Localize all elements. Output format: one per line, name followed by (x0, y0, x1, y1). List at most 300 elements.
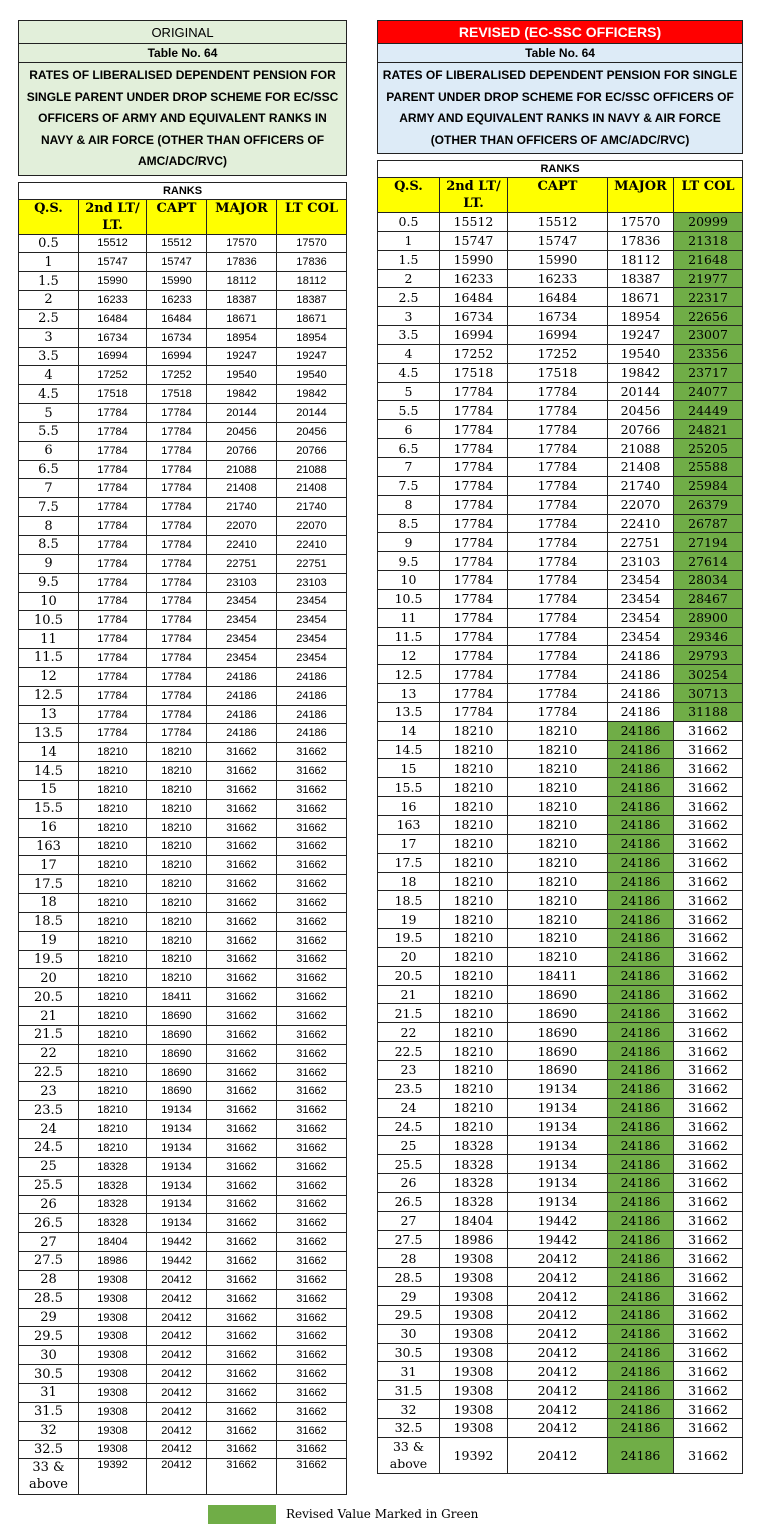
table-row (378, 1419, 743, 1438)
qs-cell: 15 (378, 759, 440, 778)
second-lt-cell: 19308 (79, 1346, 147, 1365)
qs-cell: 163 (378, 816, 440, 835)
capt-cell: 18210 (147, 799, 207, 818)
qs-cell: 29 (378, 1287, 440, 1306)
qs-cell: 20.5 (378, 966, 440, 985)
second-lt-cell: 18328 (440, 1136, 508, 1155)
table-row (378, 702, 743, 721)
major-cell: 31662 (207, 1252, 277, 1271)
lt-col-cell: 19842 (277, 385, 347, 404)
major-cell: 24186 (207, 724, 277, 743)
table-row (378, 571, 743, 590)
second-lt-cell: 16233 (79, 291, 147, 310)
table-row (19, 1346, 347, 1365)
second-lt-cell: 19308 (79, 1327, 147, 1346)
major-cell: 24186 (608, 947, 674, 966)
major-cell: 31662 (207, 1214, 277, 1233)
major-cell: 31662 (207, 1157, 277, 1176)
table-row (19, 536, 347, 555)
capt-cell: 17784 (147, 686, 207, 705)
revised-table-panel (377, 20, 742, 1474)
major-cell: 31662 (207, 1120, 277, 1139)
col-header-2nd-lt: 2nd LT/ LT. (440, 178, 508, 213)
major-cell: 31662 (207, 762, 277, 781)
major-cell: 24186 (207, 686, 277, 705)
lt-col-cell: 31662 (674, 1023, 743, 1042)
qs-cell: 21 (19, 1007, 79, 1026)
second-lt-cell: 17784 (79, 441, 147, 460)
major-cell: 22751 (608, 533, 674, 552)
lt-col-cell: 22070 (277, 517, 347, 536)
major-cell: 24186 (608, 721, 674, 740)
table-row (19, 912, 347, 931)
qs-cell: 27.5 (378, 1230, 440, 1249)
qs-cell: 8 (19, 517, 79, 536)
col-header-capt: CAPT (508, 178, 608, 213)
qs-cell: 32.5 (19, 1440, 79, 1459)
qs-cell: 2.5 (19, 309, 79, 328)
capt-cell: 15747 (508, 231, 608, 250)
second-lt-cell: 18404 (79, 1233, 147, 1252)
qs-cell: 19 (378, 910, 440, 929)
capt-cell: 17518 (147, 385, 207, 404)
qs-cell: 29.5 (19, 1327, 79, 1346)
major-cell: 21408 (608, 457, 674, 476)
major-cell: 31662 (207, 1289, 277, 1308)
second-lt-cell: 16994 (79, 347, 147, 366)
second-lt-cell: 18210 (440, 816, 508, 835)
table-row (19, 1402, 347, 1421)
table-row (378, 947, 743, 966)
second-lt-cell: 17784 (440, 702, 508, 721)
capt-cell: 19134 (147, 1214, 207, 1233)
capt-cell: 19134 (508, 1079, 608, 1098)
second-lt-cell: 17784 (440, 571, 508, 590)
second-lt-cell: 18210 (440, 1060, 508, 1079)
capt-cell: 17784 (508, 420, 608, 439)
table-row (378, 231, 743, 250)
qs-cell: 28.5 (378, 1268, 440, 1287)
major-cell: 31662 (207, 1025, 277, 1044)
lt-col-cell: 31662 (674, 853, 743, 872)
lt-col-cell: 21408 (277, 479, 347, 498)
table-row (19, 366, 347, 385)
capt-cell: 20412 (147, 1270, 207, 1289)
major-cell: 24186 (608, 759, 674, 778)
qs-cell: 4.5 (378, 363, 440, 382)
lt-col-cell: 21740 (277, 498, 347, 517)
capt-cell: 18210 (147, 931, 207, 950)
table-row (378, 1136, 743, 1155)
capt-cell: 20412 (508, 1437, 608, 1473)
qs-cell: 12 (19, 667, 79, 686)
second-lt-cell: 18328 (440, 1174, 508, 1193)
qs-cell: 5.5 (19, 422, 79, 441)
qs-cell: 9.5 (378, 552, 440, 571)
lt-col-cell: 21088 (277, 460, 347, 479)
capt-cell: 18210 (147, 969, 207, 988)
table-row (19, 234, 347, 253)
qs-cell: 11.5 (19, 649, 79, 668)
capt-cell: 17784 (147, 554, 207, 573)
major-cell: 31662 (207, 1044, 277, 1063)
table-row (19, 517, 347, 536)
second-lt-cell: 18328 (440, 1155, 508, 1174)
lt-col-cell: 31662 (277, 1270, 347, 1289)
capt-cell: 19134 (508, 1155, 608, 1174)
table-row (19, 950, 347, 969)
lt-col-cell: 31662 (674, 910, 743, 929)
second-lt-cell: 15512 (79, 234, 147, 253)
second-lt-cell: 18210 (79, 743, 147, 762)
qs-cell: 5 (19, 404, 79, 423)
table-row (19, 667, 347, 686)
qs-cell: 21.5 (378, 1004, 440, 1023)
major-cell: 31662 (207, 1308, 277, 1327)
major-cell: 31662 (207, 1421, 277, 1440)
capt-cell: 18210 (508, 853, 608, 872)
qs-cell: 13.5 (378, 702, 440, 721)
capt-cell: 17784 (508, 382, 608, 401)
second-lt-cell: 18210 (79, 818, 147, 837)
qs-cell: 12.5 (378, 665, 440, 684)
second-lt-cell: 18210 (79, 969, 147, 988)
table-row (19, 743, 347, 762)
lt-col-cell: 31662 (674, 759, 743, 778)
major-cell: 24186 (608, 740, 674, 759)
lt-col-cell: 31662 (277, 1139, 347, 1158)
qs-cell: 22 (19, 1044, 79, 1063)
lt-col-cell: 31662 (277, 1007, 347, 1026)
major-cell: 24186 (608, 1362, 674, 1381)
lt-col-cell: 23717 (674, 363, 743, 382)
qs-cell: 33 & above (378, 1437, 440, 1473)
lt-col-cell: 25588 (674, 457, 743, 476)
qs-cell: 1 (19, 253, 79, 272)
table-row (19, 1459, 347, 1495)
lt-col-cell: 31662 (674, 966, 743, 985)
qs-cell: 29 (19, 1308, 79, 1327)
lt-col-cell: 23356 (674, 344, 743, 363)
major-cell: 24186 (608, 1060, 674, 1079)
capt-cell: 18210 (508, 872, 608, 891)
second-lt-cell: 15747 (440, 231, 508, 250)
table-row (378, 1305, 743, 1324)
capt-cell: 19134 (508, 1136, 608, 1155)
capt-cell: 19134 (147, 1139, 207, 1158)
second-lt-cell: 18210 (79, 1044, 147, 1063)
qs-cell: 16 (378, 797, 440, 816)
table-row (19, 630, 347, 649)
second-lt-cell: 18210 (440, 1079, 508, 1098)
table-row (378, 589, 743, 608)
capt-cell: 17784 (508, 533, 608, 552)
major-cell: 19247 (608, 326, 674, 345)
lt-col-cell: 31662 (674, 1362, 743, 1381)
qs-cell: 13.5 (19, 724, 79, 743)
lt-col-cell: 19540 (277, 366, 347, 385)
table-row (19, 762, 347, 781)
lt-col-cell: 18387 (277, 291, 347, 310)
capt-cell: 17784 (147, 498, 207, 517)
qs-cell: 30.5 (378, 1343, 440, 1362)
second-lt-cell: 18210 (79, 1063, 147, 1082)
lt-col-cell: 23007 (674, 326, 743, 345)
capt-cell: 17784 (147, 441, 207, 460)
lt-col-cell: 31662 (277, 1402, 347, 1421)
table-row (378, 1362, 743, 1381)
major-cell: 18954 (608, 307, 674, 326)
lt-col-cell: 31662 (277, 912, 347, 931)
table-row (19, 385, 347, 404)
qs-cell: 25.5 (19, 1176, 79, 1195)
major-cell: 20456 (207, 422, 277, 441)
second-lt-cell: 18210 (79, 799, 147, 818)
table-row (378, 665, 743, 684)
second-lt-cell: 17784 (440, 382, 508, 401)
second-lt-cell: 17784 (440, 684, 508, 703)
qs-cell: 4 (19, 366, 79, 385)
table-row (378, 420, 743, 439)
second-lt-cell: 16994 (440, 326, 508, 345)
capt-cell: 17784 (147, 573, 207, 592)
capt-cell: 16484 (147, 309, 207, 328)
qs-cell: 26.5 (19, 1214, 79, 1233)
capt-cell: 17784 (508, 684, 608, 703)
major-cell: 31662 (207, 780, 277, 799)
lt-col-cell: 20456 (277, 422, 347, 441)
table-row (19, 328, 347, 347)
lt-col-cell: 31662 (674, 947, 743, 966)
second-lt-cell: 17784 (440, 646, 508, 665)
capt-cell: 17784 (147, 611, 207, 630)
lt-col-cell: 23454 (277, 611, 347, 630)
table-row (378, 834, 743, 853)
lt-col-cell: 31662 (674, 1419, 743, 1438)
qs-cell: 9 (19, 554, 79, 573)
second-lt-cell: 18210 (440, 797, 508, 816)
qs-cell: 14 (19, 743, 79, 762)
second-lt-cell: 17784 (79, 705, 147, 724)
table-row (19, 1308, 347, 1327)
major-cell: 24186 (608, 1419, 674, 1438)
major-cell: 24186 (608, 1343, 674, 1362)
legend (208, 1504, 478, 1524)
major-cell: 31662 (207, 1007, 277, 1026)
qs-cell: 28.5 (19, 1289, 79, 1308)
major-cell: 24186 (608, 1249, 674, 1268)
major-cell: 24186 (608, 1174, 674, 1193)
major-cell: 22070 (207, 517, 277, 536)
capt-cell: 16734 (147, 328, 207, 347)
table-row (19, 1289, 347, 1308)
lt-col-cell: 26787 (674, 514, 743, 533)
major-cell: 23454 (207, 649, 277, 668)
major-cell: 24186 (608, 985, 674, 1004)
lt-col-cell: 28467 (674, 589, 743, 608)
lt-col-cell: 27614 (674, 552, 743, 571)
qs-cell: 18.5 (378, 891, 440, 910)
qs-cell: 14 (378, 721, 440, 740)
qs-cell: 23 (378, 1060, 440, 1079)
lt-col-cell: 31662 (674, 1211, 743, 1230)
capt-cell: 18210 (147, 818, 207, 837)
capt-cell: 19134 (508, 1192, 608, 1211)
capt-cell: 18690 (147, 1044, 207, 1063)
major-cell: 18387 (608, 269, 674, 288)
second-lt-cell: 18210 (79, 894, 147, 913)
qs-cell: 15.5 (19, 799, 79, 818)
second-lt-cell: 17784 (79, 404, 147, 423)
table-row (19, 460, 347, 479)
lt-col-cell: 24186 (277, 724, 347, 743)
major-cell: 17570 (207, 234, 277, 253)
table-row (378, 1287, 743, 1306)
second-lt-cell: 19308 (440, 1268, 508, 1287)
second-lt-cell: 19308 (79, 1270, 147, 1289)
second-lt-cell: 17784 (79, 649, 147, 668)
qs-cell: 32 (378, 1400, 440, 1419)
table-row (378, 740, 743, 759)
lt-col-cell: 23454 (277, 592, 347, 611)
qs-cell: 5 (378, 382, 440, 401)
table-row (378, 344, 743, 363)
capt-cell: 20412 (147, 1289, 207, 1308)
lt-col-cell: 28034 (674, 571, 743, 590)
second-lt-cell: 15512 (440, 213, 508, 232)
major-cell: 31662 (207, 950, 277, 969)
second-lt-cell: 19308 (440, 1343, 508, 1362)
qs-cell: 8.5 (378, 514, 440, 533)
capt-cell: 17784 (147, 592, 207, 611)
second-lt-cell: 19308 (79, 1289, 147, 1308)
revised-header: REVISED (EC-SSC OFFICERS) (378, 21, 743, 44)
lt-col-cell: 29346 (674, 627, 743, 646)
major-cell: 31662 (207, 1101, 277, 1120)
lt-col-cell: 31662 (277, 1082, 347, 1101)
second-lt-cell: 19308 (440, 1419, 508, 1438)
second-lt-cell: 17784 (440, 476, 508, 495)
capt-cell: 18690 (147, 1025, 207, 1044)
table-row (19, 1233, 347, 1252)
major-cell: 20766 (207, 441, 277, 460)
second-lt-cell: 17784 (440, 495, 508, 514)
qs-cell: 8.5 (19, 536, 79, 555)
lt-col-cell: 31662 (277, 1157, 347, 1176)
major-cell: 31662 (207, 988, 277, 1007)
capt-cell: 18411 (147, 988, 207, 1007)
major-cell: 31662 (207, 1459, 277, 1495)
second-lt-cell: 19308 (440, 1287, 508, 1306)
lt-col-cell: 31662 (674, 1004, 743, 1023)
second-lt-cell: 19308 (440, 1324, 508, 1343)
capt-cell: 19134 (147, 1101, 207, 1120)
table-row (378, 1268, 743, 1287)
qs-cell: 13 (378, 684, 440, 703)
table-row (378, 382, 743, 401)
lt-col-cell: 31662 (674, 872, 743, 891)
major-cell: 24186 (608, 646, 674, 665)
major-cell: 18112 (207, 272, 277, 291)
table-row (19, 573, 347, 592)
major-cell: 24186 (608, 1230, 674, 1249)
second-lt-cell: 17784 (79, 536, 147, 555)
major-cell: 20144 (207, 404, 277, 423)
second-lt-cell: 17252 (79, 366, 147, 385)
qs-cell: 20.5 (19, 988, 79, 1007)
qs-cell: 11.5 (378, 627, 440, 646)
second-lt-cell: 17518 (79, 385, 147, 404)
qs-cell: 19.5 (378, 929, 440, 948)
second-lt-cell: 17784 (440, 589, 508, 608)
table-row (378, 1023, 743, 1042)
major-cell: 20456 (608, 401, 674, 420)
qs-cell: 9 (378, 533, 440, 552)
table-row (19, 1421, 347, 1440)
qs-cell: 24.5 (19, 1139, 79, 1158)
major-cell: 31662 (207, 1139, 277, 1158)
major-cell: 19842 (608, 363, 674, 382)
major-cell: 24186 (207, 705, 277, 724)
second-lt-cell: 18210 (79, 1139, 147, 1158)
qs-cell: 27.5 (19, 1252, 79, 1271)
major-cell: 31662 (207, 1327, 277, 1346)
capt-cell: 18210 (508, 759, 608, 778)
capt-cell: 16484 (508, 288, 608, 307)
capt-cell: 17518 (508, 363, 608, 382)
table-row (19, 649, 347, 668)
capt-cell: 18210 (147, 875, 207, 894)
qs-cell: 11 (19, 630, 79, 649)
table-row (378, 1324, 743, 1343)
second-lt-cell: 17784 (440, 665, 508, 684)
qs-cell: 10.5 (19, 611, 79, 630)
lt-col-cell: 24186 (277, 686, 347, 705)
table-row (378, 457, 743, 476)
second-lt-cell: 19308 (79, 1365, 147, 1384)
major-cell: 31662 (207, 1402, 277, 1421)
capt-cell: 19134 (147, 1176, 207, 1195)
capt-cell: 17784 (508, 495, 608, 514)
table-row (378, 721, 743, 740)
table-row (19, 309, 347, 328)
qs-cell: 16 (19, 818, 79, 837)
lt-col-cell: 21318 (674, 231, 743, 250)
capt-cell: 20412 (147, 1440, 207, 1459)
second-lt-cell: 17784 (79, 517, 147, 536)
second-lt-cell: 17784 (79, 498, 147, 517)
table-row (19, 1440, 347, 1459)
table-row (378, 1192, 743, 1211)
second-lt-cell: 18986 (79, 1252, 147, 1271)
qs-cell: 4.5 (19, 385, 79, 404)
capt-cell: 17252 (508, 344, 608, 363)
table-row (19, 554, 347, 573)
capt-cell: 20412 (508, 1343, 608, 1362)
table-row (378, 1400, 743, 1419)
capt-cell: 17784 (508, 571, 608, 590)
lt-col-cell: 22656 (674, 307, 743, 326)
lt-col-cell: 24077 (674, 382, 743, 401)
table-row (378, 778, 743, 797)
second-lt-cell: 17784 (79, 479, 147, 498)
qs-cell: 15.5 (378, 778, 440, 797)
lt-col-cell: 31662 (674, 1230, 743, 1249)
capt-cell: 16233 (508, 269, 608, 288)
second-lt-cell: 18210 (79, 950, 147, 969)
revised-ranks-label: RANKS (378, 161, 743, 178)
original-column-headers (19, 199, 347, 234)
